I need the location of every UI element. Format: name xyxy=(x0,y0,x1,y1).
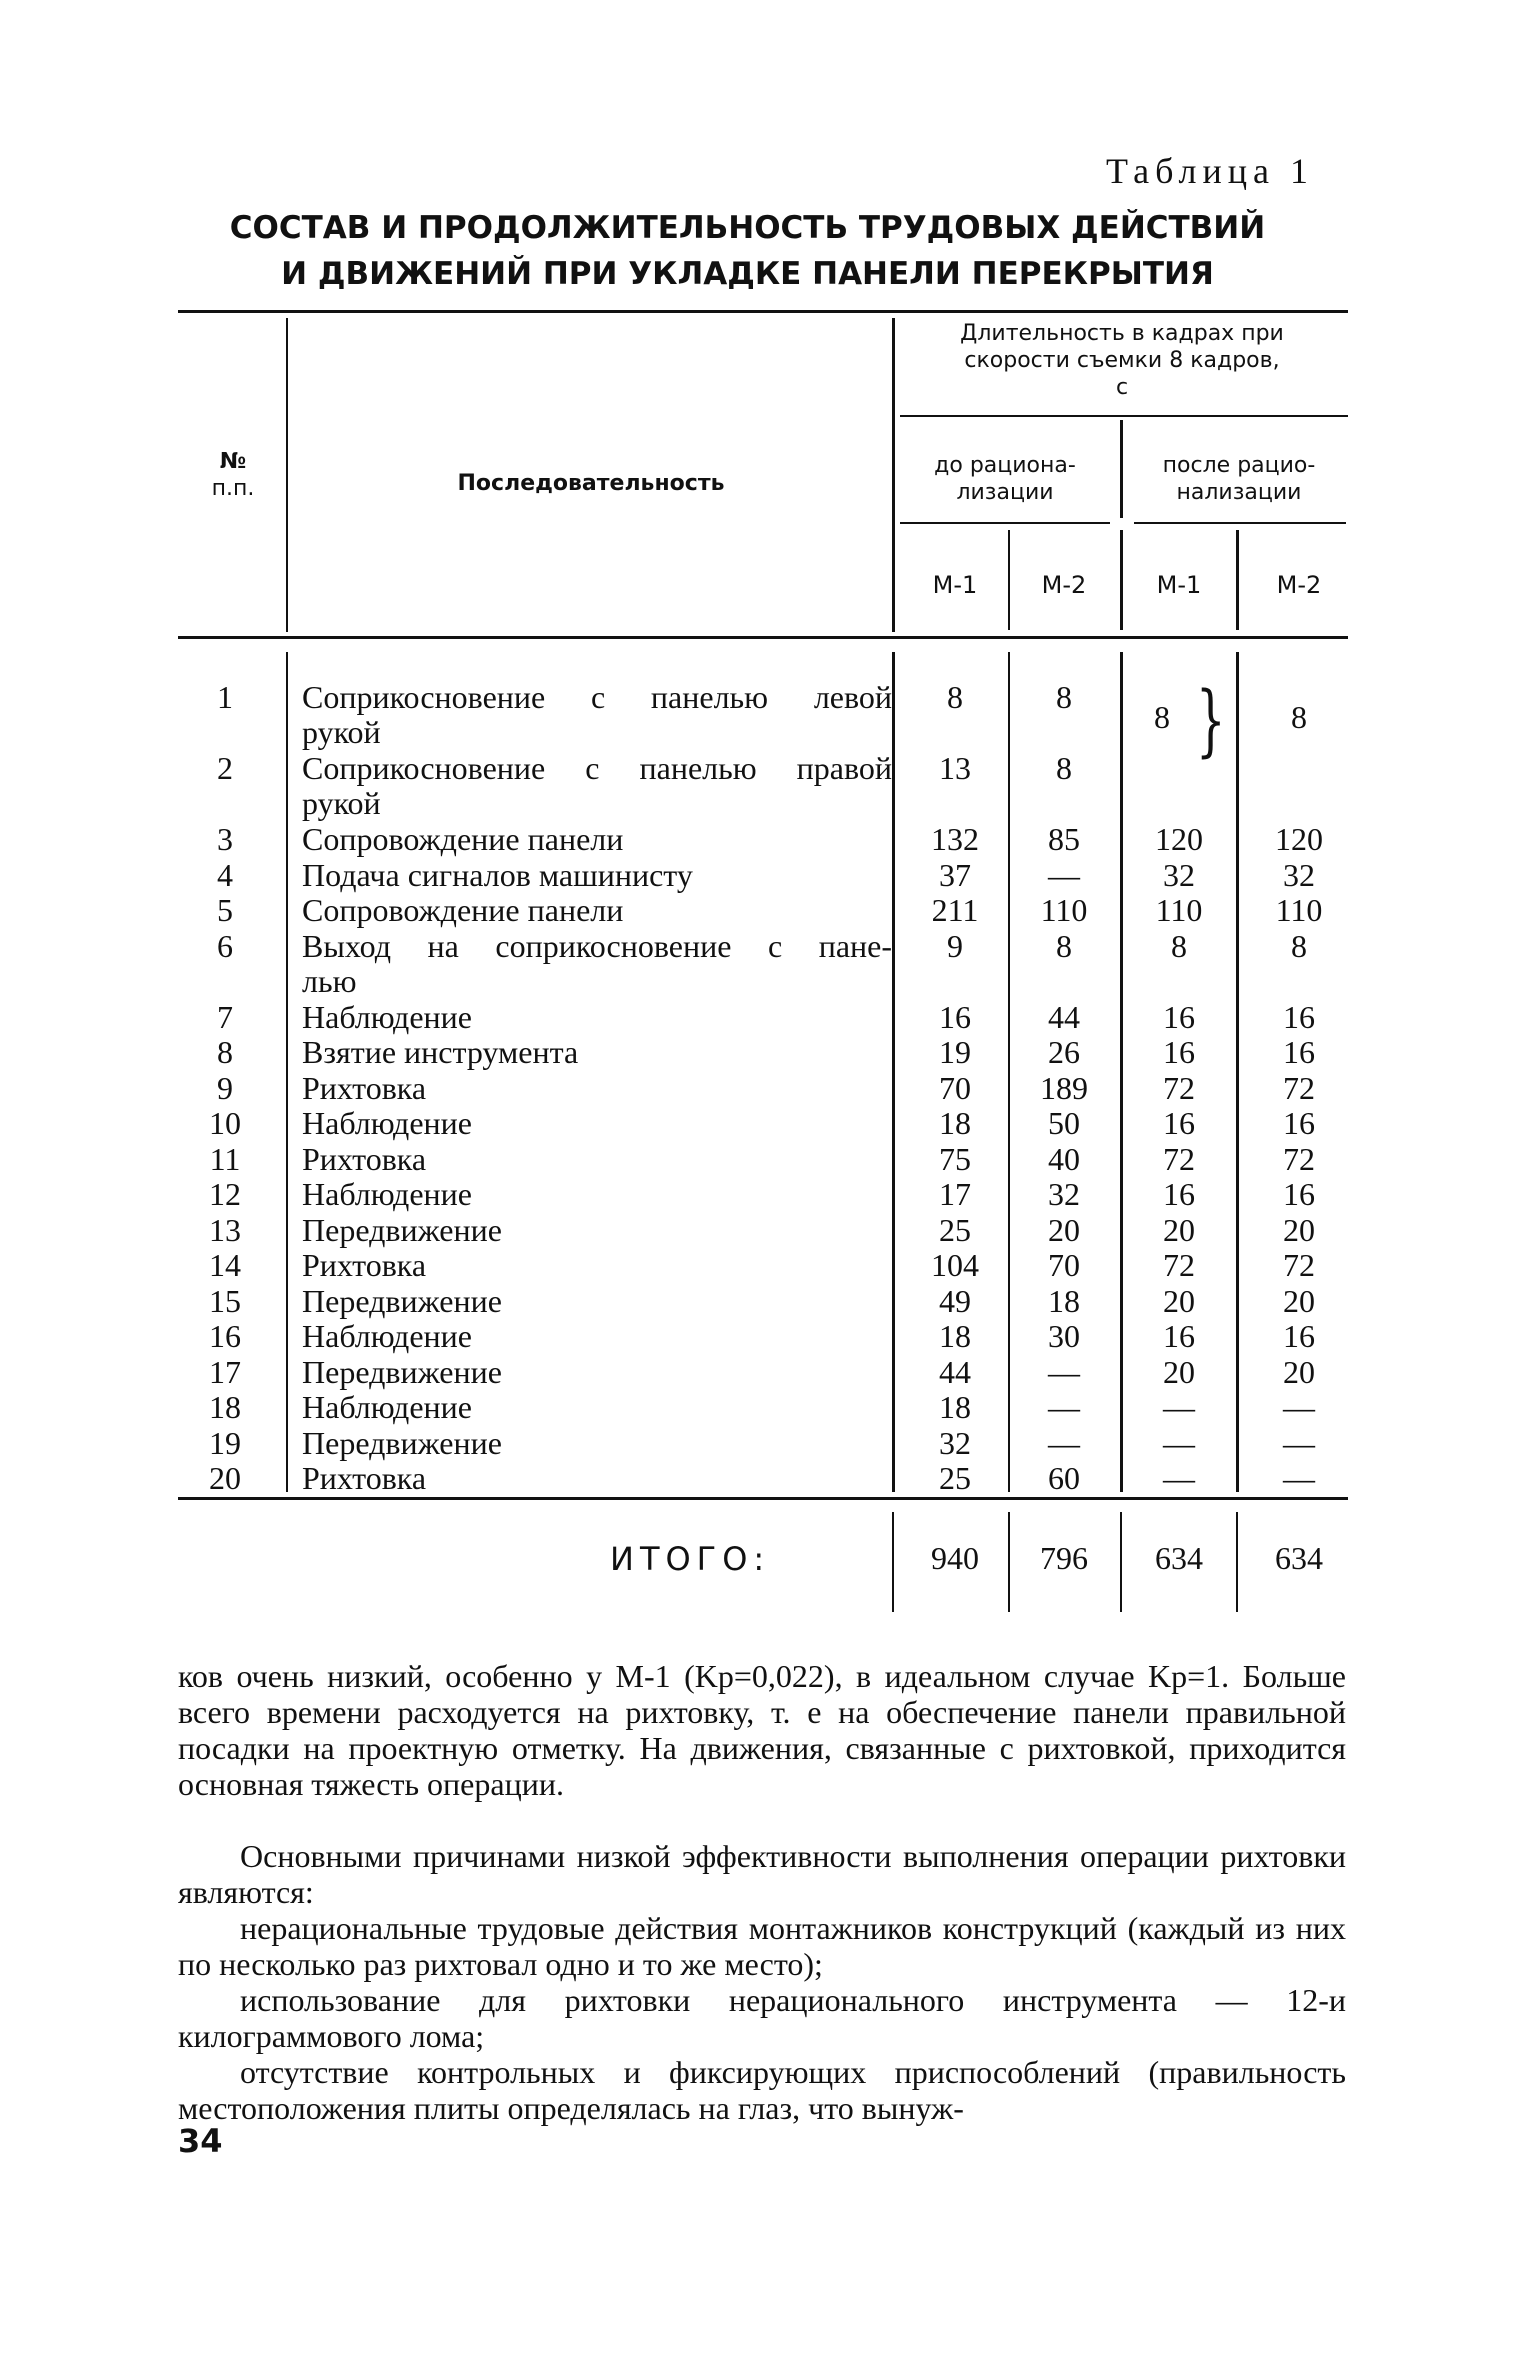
total-m1-after: 634 xyxy=(1155,1540,1203,1576)
row-description: Рихтовка xyxy=(302,1069,427,1106)
row-description: Сопровождение панели xyxy=(302,892,624,928)
row-value-m1-before: 18 xyxy=(939,1318,971,1354)
row-value-m2-before: — xyxy=(1048,1353,1080,1390)
row-number: 2 xyxy=(217,750,233,786)
table-row xyxy=(0,1177,1536,1213)
before-header-rule xyxy=(900,522,1110,524)
table-row xyxy=(0,929,1536,1000)
row-value-m2-before: 60 xyxy=(1048,1460,1080,1496)
header-after-rationalization xyxy=(1134,452,1344,506)
table-row xyxy=(0,822,1536,858)
header-m2-before: М-2 xyxy=(1041,571,1087,599)
header-m1-after: М-1 xyxy=(1156,571,1202,599)
table-title-line1: СОСТАВ И ПРОДОЛЖИТЕЛЬНОСТЬ ТРУДОВЫХ ДЕЙСТВИЙ xyxy=(229,210,1266,246)
row-number: 15 xyxy=(209,1282,241,1319)
row-value-m1-before: 70 xyxy=(939,1069,971,1106)
table-row xyxy=(0,1142,1536,1178)
row-value-m2-after: 120 xyxy=(1275,821,1323,857)
header-before-line2: лизации xyxy=(956,480,1054,505)
row-value-m1-before: 13 xyxy=(939,750,971,786)
row-value-m1-after: 16 xyxy=(1163,1105,1195,1141)
table-row xyxy=(0,1426,1536,1462)
row-value-m1-after-merged: 8 xyxy=(1154,699,1170,735)
table-row xyxy=(0,1390,1536,1426)
row-description: Передвижение xyxy=(302,1282,502,1319)
row-number: 10 xyxy=(209,1105,241,1141)
row-value-m1-before: 37 xyxy=(939,856,971,893)
duration-header-rule xyxy=(900,415,1348,417)
row-value-m2-after: — xyxy=(1283,1389,1315,1425)
table-row xyxy=(0,751,1536,822)
paragraph-cause-fixtures: отсутствие контрольных и фиксирующих приспособлений (правильность местоположения плиты определялась на глаз, что вынуж- xyxy=(178,2054,1346,2126)
row-number: 4 xyxy=(217,856,233,893)
row-number: 8 xyxy=(217,1034,233,1070)
header-number-symbol: № xyxy=(219,449,247,474)
total-divider-left xyxy=(892,1512,894,1612)
row-value-m2-before: 26 xyxy=(1048,1034,1080,1070)
row-value-m1-before: 104 xyxy=(931,1247,979,1283)
table-row xyxy=(0,858,1536,894)
row-value-m1-before: 75 xyxy=(939,1140,971,1177)
row-value-m1-after: 16 xyxy=(1163,998,1195,1035)
row-number: 3 xyxy=(217,821,233,857)
row-description: Рихтовка xyxy=(302,1247,427,1283)
paragraph-efficiency: ков очень низкий, особенно у М-1 (Kр=0,022), в идеальном случае Kр=1. Больше всего времени расходуется на рихтовку, т. е на обеспечение панели правильной посадки на проектную отметку. На движения, связанные с рихтовкой, приходится основная тяжесть операции. xyxy=(178,1658,1346,1802)
row-value-m1-before: 25 xyxy=(939,1460,971,1496)
row-value-m1-before: 25 xyxy=(939,1211,971,1248)
row-number: 16 xyxy=(209,1318,241,1354)
table-label: Таблица 1 xyxy=(1106,151,1314,191)
row-value-m1-after: 72 xyxy=(1163,1247,1195,1283)
row-number: 13 xyxy=(209,1211,241,1248)
header-m1-before: М-1 xyxy=(932,571,978,599)
row-value-m1-after: 32 xyxy=(1163,856,1195,893)
row-value-m1-after: 8 xyxy=(1171,927,1187,964)
table-row xyxy=(0,1319,1536,1355)
row-value-m2-before: 20 xyxy=(1048,1211,1080,1248)
row-value-m1-before: 9 xyxy=(947,927,963,964)
after-header-rule xyxy=(1134,522,1346,524)
paragraph-causes-intro: Основными причинами низкой эффективности выполнения операции рихтовки являются: xyxy=(178,1838,1346,1910)
row-value-m2-before: — xyxy=(1048,856,1080,893)
table-row xyxy=(0,1106,1536,1142)
row-value-m2-before: 32 xyxy=(1048,1176,1080,1212)
row-value-m1-after: — xyxy=(1163,1389,1195,1425)
row-value-m2-before: 189 xyxy=(1040,1069,1088,1106)
row-value-m2-before: 50 xyxy=(1048,1105,1080,1141)
header-duration-line1: Длительность в кадрах при xyxy=(960,321,1284,346)
row-value-m2-after: 16 xyxy=(1283,1105,1315,1141)
row-number: 5 xyxy=(217,892,233,928)
row-value-m1-after: — xyxy=(1163,1424,1195,1461)
table-title-line2: И ДВИЖЕНИЙ ПРИ УКЛАДКЕ ПАНЕЛИ ПЕРЕКРЫТИЯ xyxy=(281,256,1214,292)
row-description: Подача сигналов машинисту xyxy=(302,856,693,893)
page-number: 34 xyxy=(178,2122,223,2160)
row-value-m2-before: — xyxy=(1048,1389,1080,1425)
row-description: Передвижение xyxy=(302,1353,502,1390)
row-value-m2-after: — xyxy=(1283,1424,1315,1461)
row-value-m2-after: 72 xyxy=(1283,1069,1315,1106)
row-value-m2-after: 16 xyxy=(1283,1318,1315,1354)
row-number: 7 xyxy=(217,998,233,1035)
row-number: 6 xyxy=(217,927,233,964)
row-description: Сопровождение панели xyxy=(302,821,624,857)
header-number xyxy=(178,448,288,502)
row-value-m2-before: 8 xyxy=(1056,927,1072,964)
row-number: 14 xyxy=(209,1247,241,1283)
row-value-m1-after: 72 xyxy=(1163,1069,1195,1106)
row-number: 18 xyxy=(209,1389,241,1425)
body-bottom-rule xyxy=(178,1497,1348,1500)
row-description: Передвижение xyxy=(302,1424,502,1461)
table-top-rule xyxy=(178,310,1348,313)
row-value-m2-after: 16 xyxy=(1283,1176,1315,1212)
total-m2-after: 634 xyxy=(1275,1540,1323,1576)
row-value-m2-before: 8 xyxy=(1056,750,1072,786)
header-after-line2: нализации xyxy=(1176,480,1302,505)
header-duration xyxy=(898,320,1346,401)
row-value-m1-before: 49 xyxy=(939,1282,971,1319)
row-value-m1-before: 17 xyxy=(939,1176,971,1212)
table-row xyxy=(0,1461,1536,1497)
row-value-m1-after: 16 xyxy=(1163,1034,1195,1070)
table-row xyxy=(0,1035,1536,1071)
row-value-m2-before: 44 xyxy=(1048,998,1080,1035)
header-duration-line3: с xyxy=(1115,375,1129,400)
table-row xyxy=(0,1248,1536,1284)
row-value-m1-after: — xyxy=(1163,1460,1195,1496)
row-description: Выход на соприкосновение с пане- лью xyxy=(302,927,892,999)
row-value-m2-before: 110 xyxy=(1040,892,1088,928)
table-row xyxy=(0,1213,1536,1249)
total-m1-before: 940 xyxy=(931,1540,979,1576)
row-number: 12 xyxy=(209,1176,241,1212)
row-value-m1-before: 19 xyxy=(939,1034,971,1070)
row-number: 9 xyxy=(217,1069,233,1106)
row-number: 1 xyxy=(217,679,233,715)
header-number-abbr: п.п. xyxy=(211,476,255,501)
header-duration-line2: скорости съемки 8 кадров, xyxy=(964,348,1280,373)
table-row xyxy=(0,893,1536,929)
row-description: Наблюдение xyxy=(302,1105,472,1141)
row-description: Рихтовка xyxy=(302,1460,427,1496)
row-value-m1-before: 16 xyxy=(939,998,971,1035)
header-m2-after: М-2 xyxy=(1276,571,1322,599)
header-sequence: Последовательность xyxy=(457,471,725,496)
row-value-m2-before: 30 xyxy=(1048,1318,1080,1354)
row-value-m1-before: 211 xyxy=(931,892,979,928)
header-bottom-rule xyxy=(178,636,1348,639)
row-number: 20 xyxy=(209,1460,241,1496)
paragraph-cause-tool: использование для рихтовки нерационального инструмента — 12-и килограммового лома; xyxy=(178,1982,1346,2054)
table-row xyxy=(0,1284,1536,1320)
row-description: Взятие инструмента xyxy=(302,1034,579,1070)
table-row xyxy=(0,1071,1536,1107)
row-description: Соприкосновение с панелью правой рукой xyxy=(302,750,892,821)
row-value-m1-before: 32 xyxy=(939,1424,971,1461)
row-value-m2-after: 20 xyxy=(1283,1211,1315,1248)
total-label: ИТОГО: xyxy=(610,1540,771,1578)
row-value-m2-after: 8 xyxy=(1291,927,1307,964)
row-value-m2-before: 40 xyxy=(1048,1140,1080,1177)
row-value-m1-before: 8 xyxy=(947,679,963,715)
row-value-m2-after: 20 xyxy=(1283,1353,1315,1390)
row-value-m2-before: 18 xyxy=(1048,1282,1080,1319)
row-description: Передвижение xyxy=(302,1211,502,1248)
row-description: Соприкосновение с панелью левой рукой xyxy=(302,679,892,750)
total-m2-before: 796 xyxy=(1040,1540,1088,1576)
table-body xyxy=(0,676,1536,1497)
row-number: 19 xyxy=(209,1424,241,1461)
row-value-m1-after: 110 xyxy=(1155,892,1203,928)
row-description: Наблюдение xyxy=(302,1176,472,1212)
header-before-line1: до рациона- xyxy=(934,453,1076,478)
row-value-m1-after: 16 xyxy=(1163,1318,1195,1354)
row-value-m2-before: — xyxy=(1048,1424,1080,1461)
row-value-m1-after: 20 xyxy=(1163,1353,1195,1390)
row-value-m2-after: 72 xyxy=(1283,1247,1315,1283)
row-value-m1-after: 16 xyxy=(1163,1176,1195,1212)
row-description: Наблюдение xyxy=(302,998,472,1035)
row-description: Рихтовка xyxy=(302,1140,427,1177)
row-value-m1-before: 18 xyxy=(939,1389,971,1425)
row-value-m2-after: — xyxy=(1283,1460,1315,1496)
table-row xyxy=(0,1355,1536,1391)
row-description: Наблюдение xyxy=(302,1389,472,1425)
row-value-m1-after: 120 xyxy=(1155,821,1203,857)
row-value-m1-after: 20 xyxy=(1163,1211,1195,1248)
col-divider-before-after xyxy=(1120,420,1123,518)
row-number: 11 xyxy=(209,1140,241,1177)
row-description: Наблюдение xyxy=(302,1318,472,1354)
right-brace-icon: } xyxy=(1195,676,1226,766)
header-before-rationalization xyxy=(900,452,1110,506)
row-value-m2-after: 16 xyxy=(1283,998,1315,1035)
row-value-m2-after: 110 xyxy=(1275,892,1323,928)
header-after-line1: после рацио- xyxy=(1162,453,1316,478)
row-value-m2-after: 16 xyxy=(1283,1034,1315,1070)
row-value-m2-before: 85 xyxy=(1048,821,1080,857)
row-value-m2-after: 20 xyxy=(1283,1282,1315,1319)
row-value-m1-before: 18 xyxy=(939,1105,971,1141)
row-number: 17 xyxy=(209,1353,241,1390)
col-divider-sequence xyxy=(892,318,895,632)
row-value-m1-after: 20 xyxy=(1163,1282,1195,1319)
row-value-m2-after-merged: 8 xyxy=(1291,699,1307,735)
paragraph-cause-actions: нерациональные трудовые действия монтажников конструкций (каждый из них по несколько раз рихтовал одно и то же место); xyxy=(178,1910,1346,1982)
row-value-m2-after: 32 xyxy=(1283,856,1315,893)
row-value-m2-after: 72 xyxy=(1283,1140,1315,1177)
table-row xyxy=(0,680,1536,751)
table-row xyxy=(0,1000,1536,1036)
row-value-m2-before: 8 xyxy=(1056,679,1072,715)
row-value-m1-after: 72 xyxy=(1163,1140,1195,1177)
row-value-m1-before: 132 xyxy=(931,821,979,857)
row-value-m2-before: 70 xyxy=(1048,1247,1080,1283)
row-value-m1-before: 44 xyxy=(939,1353,971,1390)
